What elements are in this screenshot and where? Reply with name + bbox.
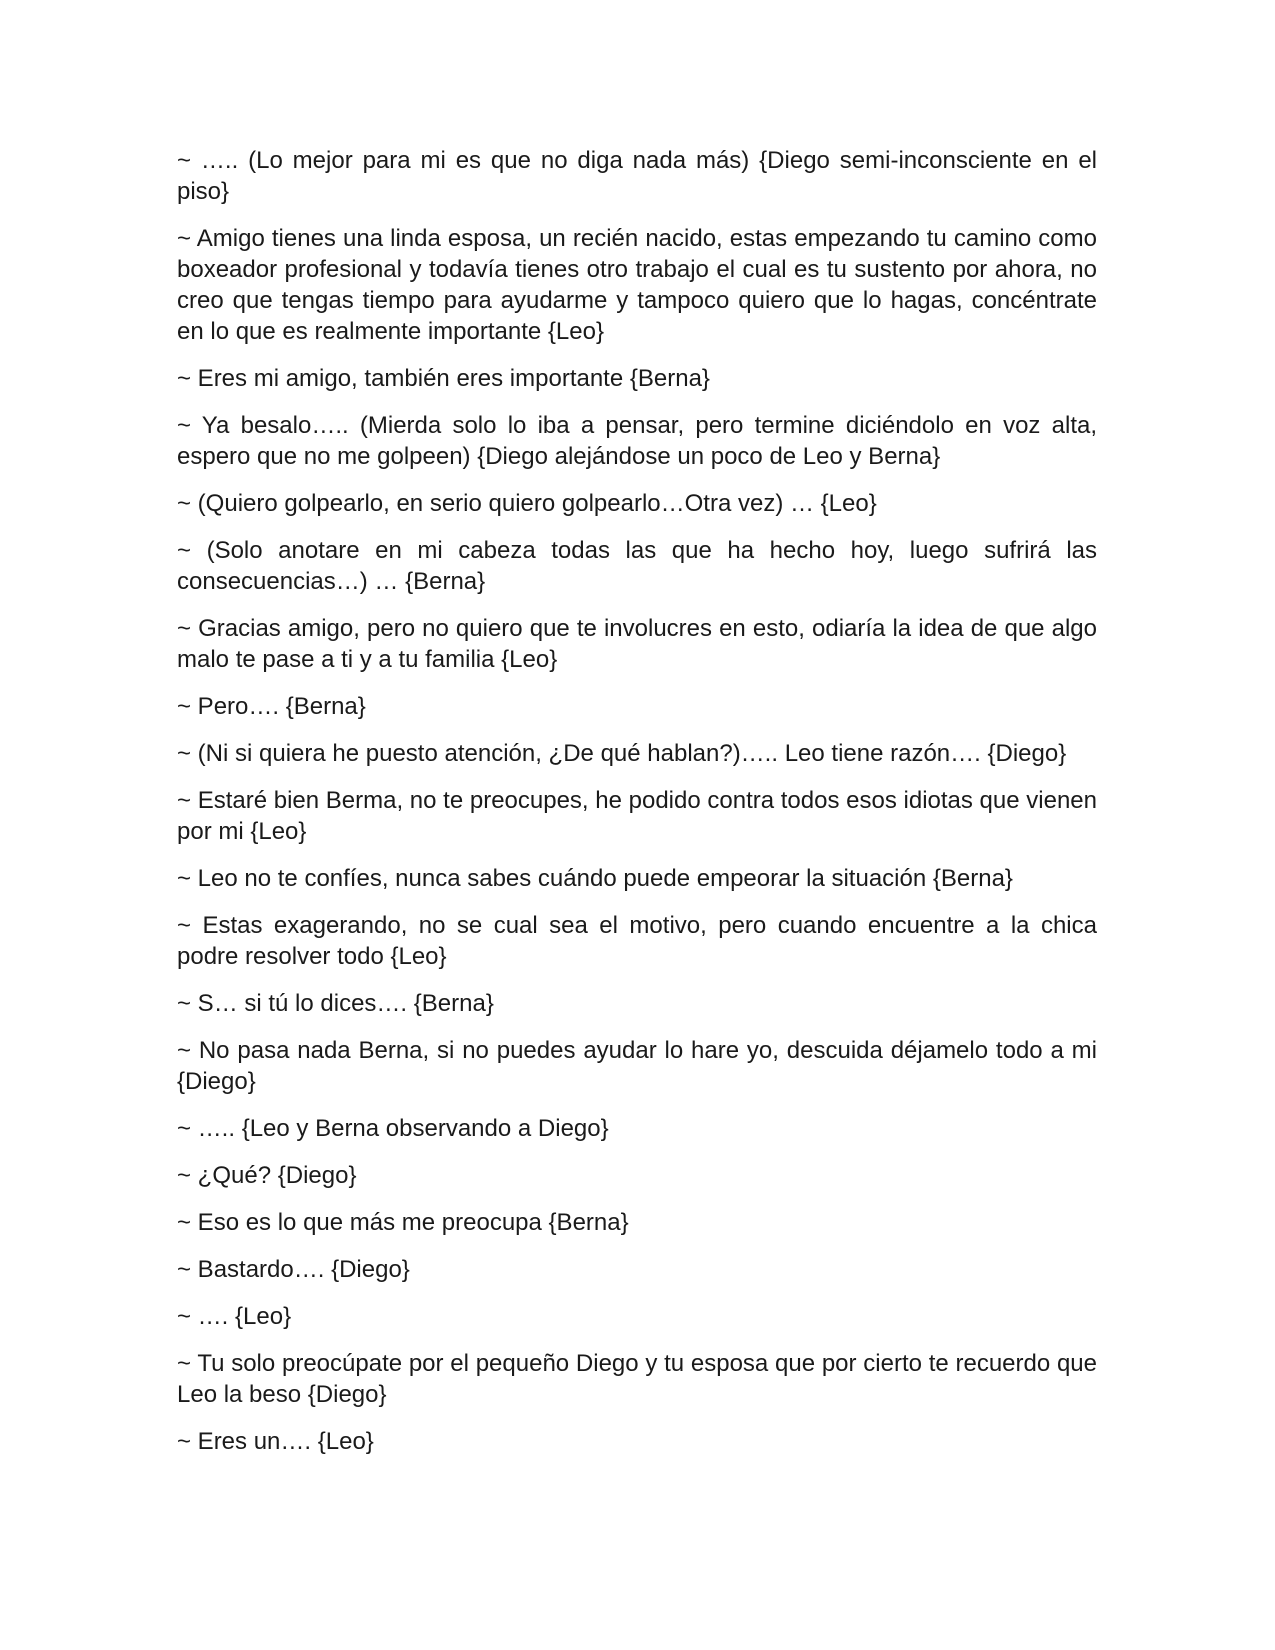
dialogue-paragraph: ~ …. {Leo} bbox=[177, 1303, 292, 1330]
dialogue-paragraph: ~ Gracias amigo, pero no quiero que te involucres en esto, odiaría la idea de que algo malo te pase a ti y a tu familia {Leo} bbox=[177, 615, 1097, 673]
dialogue-paragraph: ~ ….. (Lo mejor para mi es que no diga nada más) {Diego semi-inconsciente en el piso} bbox=[177, 147, 1097, 205]
dialogue-paragraph: ~ Tu solo preocúpate por el pequeño Diego y tu esposa que por cierto te recuerdo que Leo la beso {Diego} bbox=[177, 1350, 1097, 1408]
dialogue-paragraph: ~ Eres mi amigo, también eres importante {Berna} bbox=[177, 365, 710, 392]
dialogue-paragraph: ~ Estaré bien Berma, no te preocupes, he podido contra todos esos idiotas que vienen por mi {Leo} bbox=[177, 787, 1097, 845]
dialogue-paragraph: ~ ¿Qué? {Diego} bbox=[177, 1162, 357, 1189]
dialogue-paragraph: ~ Ya besalo….. (Mierda solo lo iba a pensar, pero termine diciéndolo en voz alta, espero que no me golpeen) {Diego alejándose un poco de Leo y Berna} bbox=[177, 412, 1097, 470]
dialogue-paragraph: ~ Pero…. {Berna} bbox=[177, 693, 366, 720]
dialogue-paragraph: ~ Estas exagerando, no se cual sea el motivo, pero cuando encuentre a la chica podre resolver todo {Leo} bbox=[177, 912, 1097, 970]
dialogue-paragraph: ~ Bastardo…. {Diego} bbox=[177, 1256, 410, 1283]
dialogue-paragraph: ~ Leo no te confíes, nunca sabes cuándo puede empeorar la situación {Berna} bbox=[177, 865, 1013, 892]
dialogue-paragraph: ~ S… si tú lo dices…. {Berna} bbox=[177, 990, 494, 1017]
dialogue-paragraph: ~ (Ni si quiera he puesto atención, ¿De qué hablan?)….. Leo tiene razón…. {Diego} bbox=[177, 740, 1067, 767]
dialogue-paragraph: ~ ….. {Leo y Berna observando a Diego} bbox=[177, 1115, 609, 1142]
dialogue-paragraph: ~ Eres un…. {Leo} bbox=[177, 1428, 374, 1455]
dialogue-paragraph: ~ Eso es lo que más me preocupa {Berna} bbox=[177, 1209, 629, 1236]
dialogue-paragraph: ~ Amigo tienes una linda esposa, un recién nacido, estas empezando tu camino como boxeador profesional y todavía tienes otro trabajo el cual es tu sustento por ahora, no creo que tengas tiempo para ayudarme y tampoco quiero que lo hagas, concéntrate en lo que es realmente importante {Leo} bbox=[177, 225, 1097, 345]
dialogue-text-body bbox=[177, 145, 1097, 1473]
dialogue-paragraph: ~ (Quiero golpearlo, en serio quiero golpearlo…Otra vez) … {Leo} bbox=[177, 490, 877, 517]
dialogue-paragraph: ~ (Solo anotare en mi cabeza todas las que ha hecho hoy, luego sufrirá las consecuencias…) … {Berna} bbox=[177, 537, 1097, 595]
dialogue-paragraph: ~ No pasa nada Berna, si no puedes ayudar lo hare yo, descuida déjamelo todo a mi {Diego} bbox=[177, 1037, 1097, 1095]
